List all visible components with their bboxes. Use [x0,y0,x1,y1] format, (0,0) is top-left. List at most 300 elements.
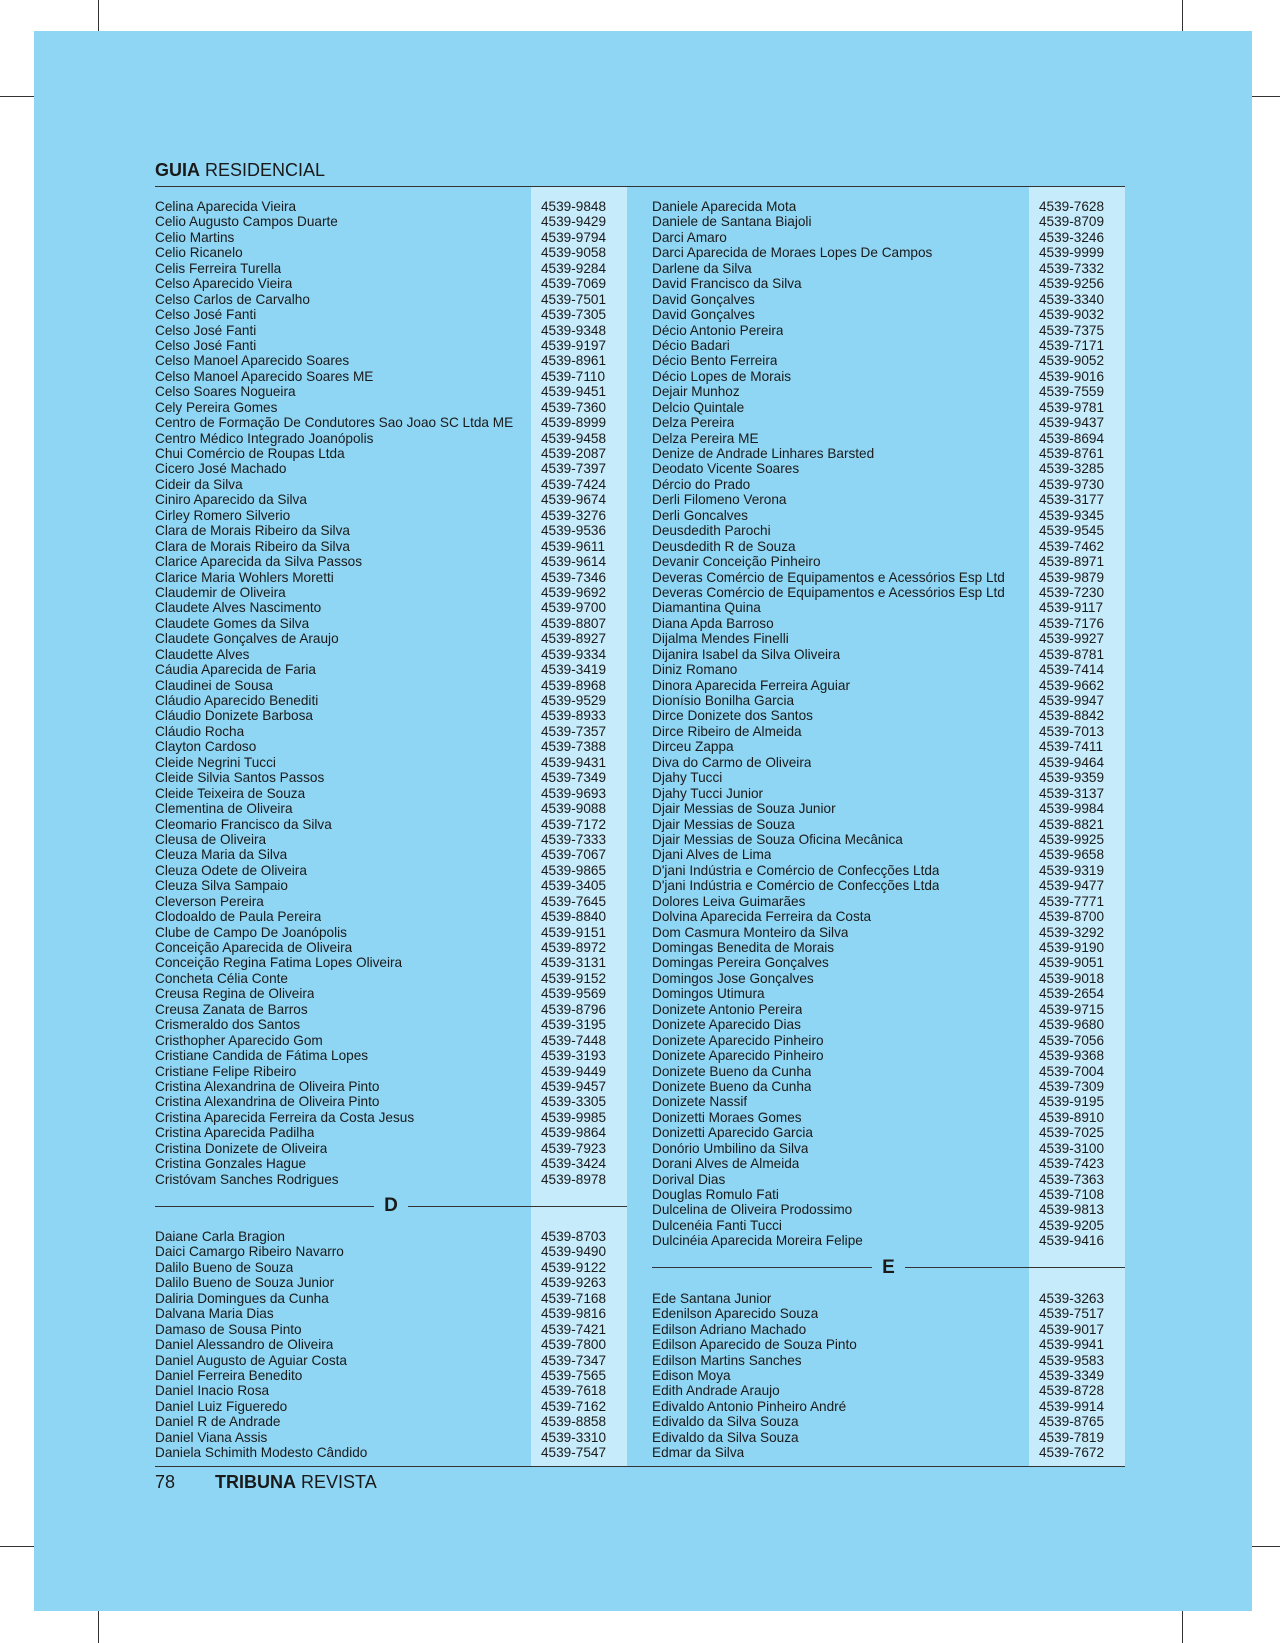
entry-name: Celso José Fanti [155,337,257,353]
list-item [155,708,627,723]
entry-name: Donizetti Moraes Gomes [652,1109,802,1125]
entry-phone: 4539-8840 [541,909,607,925]
list-item [652,1110,1125,1125]
list-item [652,1353,1125,1368]
entry-name: Celso José Fanti [155,322,257,338]
entry-phone: 4539-3137 [1039,785,1105,801]
list-item [652,1337,1125,1352]
entry-name: Donizete Antonio Pereira [652,1001,803,1017]
entry-name: Cristóvam Sanches Rodrigues [155,1171,339,1187]
entry-name: Donizete Nassif [652,1094,748,1110]
entry-phone: 4539-9692 [541,584,607,600]
entry-phone: 4539-7349 [541,770,607,786]
list-item [155,1017,627,1032]
entry-phone: 4539-9032 [1039,307,1105,323]
entry-phone: 4539-7162 [541,1398,607,1414]
list-item [155,199,627,214]
header-title-bold: GUIA [155,160,200,180]
entry-name: Conceição Aparecida de Oliveira [155,940,353,955]
entry-phone: 4539-9545 [1039,523,1105,539]
entry-phone: 4539-7013 [1039,723,1105,739]
entry-phone: 4539-9429 [541,214,607,230]
entry-name: Deusdedith R de Souza [652,538,796,554]
list-item [652,1033,1125,1048]
entry-name: Claudete Gomes da Silva [155,615,310,631]
list-item [652,1156,1125,1171]
list-item [652,755,1125,770]
list-item [652,245,1125,260]
list-item [652,955,1125,970]
list-item [155,307,627,322]
entry-phone: 4539-9569 [541,986,607,1002]
entry-phone: 4539-8796 [541,1001,607,1017]
entry-phone: 4539-7110 [541,368,605,384]
entry-phone: 4539-9715 [1039,1001,1105,1017]
list-item [652,1079,1125,1094]
entry-phone: 4539-3131 [541,955,607,971]
list-item [652,863,1125,878]
list-item [652,276,1125,291]
entry-phone: 4539-9416 [1039,1233,1105,1249]
entry-name: Diamantina Quina [652,600,761,616]
entry-name: Donizete Bueno da Cunha [652,1078,812,1094]
entry-name: Dulcinéia Aparecida Moreira Felipe [652,1233,863,1249]
entry-phone: 4539-8933 [541,708,607,724]
entry-name: Cláudio Aparecido Benediti [155,693,319,708]
list-item [652,986,1125,1001]
list-item [155,832,627,847]
entry-name: Deveras Comércio de Equipamentos e Acessórios Esp Ltd [652,584,1005,600]
entry-name: Darlene da Silva [652,260,752,276]
list-item [155,230,627,245]
list-item [652,847,1125,862]
entry-name: Domingos Utimura [652,986,765,1002]
entry-phone: 4539-7421 [541,1321,607,1337]
list-item [652,817,1125,832]
header-title-rest: RESIDENCIAL [205,160,326,180]
entry-phone: 4539-9984 [1039,801,1105,817]
entry-phone: 4539-9051 [1039,955,1105,971]
list-item [155,1399,627,1414]
entry-name: Clarice Maria Wohlers Moretti [155,569,334,585]
list-item [155,801,627,816]
entry-phone: 4539-9693 [541,785,607,801]
entry-phone: 4539-9864 [541,1125,607,1141]
list-item [155,1337,627,1352]
entry-phone: 4539-7397 [541,461,607,477]
entry-name: Dijalma Mendes Finelli [652,631,789,647]
entry-name: Delcio Quintale [652,399,745,415]
entry-name: Centro Médico Integrado Joanópolis [155,430,374,446]
entry-phone: 4539-9674 [541,492,607,508]
entry-name: Cláudio Rocha [155,723,245,739]
list-item [155,894,627,909]
entry-name: Donizete Bueno da Cunha [652,1063,812,1079]
list-item [155,847,627,862]
list-item [155,739,627,754]
entry-phone: 4539-7347 [541,1352,607,1368]
entry-phone: 4539-9614 [541,554,607,570]
entry-name: Cleide Silvia Santos Passos [155,770,325,786]
entry-name: Donizete Aparecido Pinheiro [652,1032,824,1048]
list-item [155,755,627,770]
entry-phone: 4539-8807 [541,615,607,631]
entry-name: Domingos Jose Gonçalves [652,970,814,986]
list-item [155,431,627,446]
entry-phone: 4539-9457 [541,1078,607,1094]
page-header [155,158,1125,187]
entry-phone: 4539-7411 [1039,739,1103,755]
entry-name: Daniel Inacio Rosa [155,1383,270,1399]
entry-phone: 4539-9947 [1039,693,1105,708]
list-item [652,1233,1125,1248]
entry-name: Dejair Munhoz [652,384,740,400]
entry-name: Dalilo Bueno de Souza Junior [155,1275,335,1291]
entry-phone: 4539-9662 [1039,677,1105,693]
entry-name: Celso Soares Nogueira [155,384,296,400]
entry-phone: 4539-7168 [541,1290,607,1306]
entry-phone: 4539-8694 [1039,430,1105,446]
entry-name: Daniel Luiz Figueredo [155,1398,288,1414]
entry-phone: 4539-9368 [1039,1048,1105,1064]
crop-mark [98,0,99,32]
entry-name: Cirley Romero Silverio [155,507,291,523]
entry-phone: 4539-7067 [541,847,607,863]
entry-name: Djahy Tucci Junior [652,785,764,801]
entry-phone: 4539-9190 [1039,940,1105,955]
list-item [652,1306,1125,1321]
list-item [652,662,1125,677]
list-item [652,214,1125,229]
crop-mark [1250,1546,1280,1547]
entry-name: David Francisco da Silva [652,276,802,292]
entry-phone: 4539-9449 [541,1063,607,1079]
entry-phone: 4539-9256 [1039,276,1105,292]
list-item [652,1430,1125,1445]
entry-phone: 4539-7333 [541,831,607,847]
entry-name: Cristina Aparecida Ferreira da Costa Jesus [155,1109,415,1125]
entry-name: Cideir da Silva [155,476,243,492]
entry-name: Cicero José Machado [155,461,287,477]
entry-phone: 4539-7171 [1039,337,1105,353]
entry-name: Celso Manoel Aparecido Soares ME [155,368,374,384]
entry-name: Clementina de Oliveira [155,801,293,817]
entry-phone: 4539-9927 [1039,631,1105,647]
list-item [155,1002,627,1017]
entry-phone: 4539-7230 [1039,584,1105,600]
left-column [155,187,627,1467]
entry-name: Diva do Carmo de Oliveira [652,754,812,770]
entry-name: Celso José Fanti [155,307,257,323]
list-item [652,261,1125,276]
entry-name: Daliria Domingues da Cunha [155,1290,329,1306]
entry-phone: 4539-9017 [1039,1321,1105,1337]
entry-name: Damaso de Sousa Pinto [155,1321,302,1337]
entry-phone: 4539-2087 [541,446,607,461]
entry-phone: 4539-3100 [1039,1140,1105,1156]
entries-d [155,1229,627,1461]
entry-phone: 4539-8978 [541,1171,607,1187]
list-item [155,338,627,353]
entry-name: Cristiane Felipe Ribeiro [155,1063,297,1079]
list-item [155,678,627,693]
entry-phone: 4539-9879 [1039,569,1105,585]
entry-phone: 4539-9794 [541,229,607,245]
entry-phone: 4539-9816 [541,1306,607,1322]
entry-phone: 4539-7672 [1039,1445,1105,1461]
list-item [155,616,627,631]
directory-list [652,187,1125,1461]
list-item [155,925,627,940]
entry-name: Claudete Gonçalves de Araujo [155,631,339,647]
entry-name: Daiane Carla Bragion [155,1229,285,1244]
list-item [652,832,1125,847]
entry-name: Cleuza Maria da Silva [155,847,288,863]
list-item [652,1368,1125,1383]
list-item [652,801,1125,816]
entry-phone: 4539-3195 [541,1017,607,1033]
list-item [652,786,1125,801]
entry-name: Celio Martins [155,229,235,245]
entry-phone: 4539-9122 [541,1259,607,1275]
entry-phone: 4539-3193 [541,1048,607,1064]
list-item [155,1094,627,1109]
list-item [155,1172,627,1187]
list-item [652,1414,1125,1429]
list-item [652,1172,1125,1187]
footer-brand-rest: REVISTA [301,1472,377,1492]
entry-name: Claudette Alves [155,646,250,662]
entry-phone: 4539-7172 [541,816,607,832]
entry-name: David Gonçalves [652,291,755,307]
list-item [155,1368,627,1383]
entry-phone: 4539-7547 [541,1445,607,1461]
list-item [652,539,1125,554]
entry-phone: 4539-9431 [541,754,607,770]
entry-name: Cristina Donizete de Oliveira [155,1140,328,1156]
entry-name: Douglas Romulo Fati [652,1187,779,1202]
list-item [155,986,627,1001]
list-item [155,446,627,461]
list-item [652,1218,1125,1233]
entry-phone: 4539-9088 [541,801,607,817]
list-item [652,492,1125,507]
entry-phone: 4539-7025 [1039,1125,1105,1141]
entry-name: Dulcelina de Oliveira Prodossimo [652,1202,853,1218]
entry-phone: 4539-7069 [541,276,607,292]
list-item [652,878,1125,893]
entry-phone: 4539-3285 [1039,461,1105,477]
entry-name: Ciniro Aparecido da Silva [155,492,307,508]
entry-name: Creusa Zanata de Barros [155,1001,308,1017]
entry-name: Clarice Aparecida da Silva Passos [155,554,363,570]
list-item [155,508,627,523]
list-item [155,1383,627,1398]
entry-phone: 4539-3340 [1039,291,1105,307]
entry-phone: 4539-9451 [541,384,607,400]
list-item [155,1260,627,1275]
entry-name: Djair Messias de Souza Oficina Mecânica [652,831,903,847]
entry-name: Edilson Adriano Machado [652,1321,807,1337]
list-item [155,461,627,476]
entry-phone: 4539-7305 [541,307,607,323]
list-item [652,1322,1125,1337]
entry-phone: 4539-8971 [1039,554,1105,570]
list-item [652,1187,1125,1202]
entry-phone: 4539-9348 [541,322,607,338]
list-item [155,323,627,338]
entry-phone: 4539-9018 [1039,970,1105,986]
entry-phone: 4539-9437 [1039,415,1105,431]
list-item [155,647,627,662]
list-item [155,662,627,677]
entry-phone: 4539-9680 [1039,1017,1105,1033]
list-item [155,1064,627,1079]
entry-phone: 4539-8728 [1039,1383,1105,1399]
entry-name: Daniele Aparecida Mota [652,199,797,214]
entry-name: Celso Aparecido Vieira [155,276,293,292]
list-item [155,1430,627,1445]
entries-e [652,1291,1125,1461]
list-item [155,1229,627,1244]
entry-phone: 4539-9914 [1039,1398,1105,1414]
entry-phone: 4539-7448 [541,1032,607,1048]
entry-name: Darci Aparecida de Moraes Lopes De Campos [652,245,933,261]
entry-phone: 4539-3177 [1039,492,1105,508]
list-item [652,446,1125,461]
entry-phone: 4539-7363 [1039,1171,1105,1187]
entry-phone: 4539-3305 [541,1094,607,1110]
entry-phone: 4539-9999 [1039,245,1105,261]
entry-name: Clayton Cardoso [155,739,257,755]
entry-name: Donizete Aparecido Pinheiro [652,1048,824,1064]
entry-phone: 4539-7056 [1039,1032,1105,1048]
entry-name: Cristhopher Aparecido Gom [155,1032,323,1048]
list-item [155,570,627,585]
entry-name: Clara de Morais Ribeiro da Silva [155,523,350,539]
entry-phone: 4539-3419 [541,662,607,678]
list-item [155,1079,627,1094]
list-item [652,1017,1125,1032]
list-item [155,523,627,538]
list-item [155,1322,627,1337]
list-item [652,600,1125,615]
entry-phone: 4539-3424 [541,1156,607,1172]
entry-phone: 4539-7800 [541,1337,607,1353]
entry-phone: 4539-7517 [1039,1306,1105,1322]
list-item [652,739,1125,754]
entry-phone: 4539-2654 [1039,986,1105,1002]
divider-line [652,1267,872,1268]
entry-name: Clube de Campo De Joanópolis [155,924,347,940]
entry-phone: 4539-7414 [1039,662,1105,678]
entry-name: Claudinei de Sousa [155,677,273,693]
list-item [652,940,1125,955]
entry-name: Dalvana Maria Dias [155,1306,274,1322]
entry-name: Daniel Viana Assis [155,1429,268,1445]
entry-phone: 4539-8781 [1039,646,1105,662]
entry-name: Edmar da Silva [652,1445,745,1461]
list-item [652,894,1125,909]
section-letter: D [384,1195,398,1216]
entry-name: Deodato Vicente Soares [652,461,800,477]
entry-phone: 4539-3405 [541,878,607,894]
list-item [652,400,1125,415]
entry-name: Cleomario Francisco da Silva [155,816,332,832]
entry-phone: 4539-7423 [1039,1156,1105,1172]
list-item [652,1048,1125,1063]
list-item [652,199,1125,214]
entry-name: Ede Santana Junior [652,1290,772,1306]
entry-name: Clara de Morais Ribeiro da Silva [155,538,350,554]
entry-name: Cely Pereira Gomes [155,399,278,415]
entry-name: Claudemir de Oliveira [155,584,286,600]
list-item [155,261,627,276]
entry-name: Derli Goncalves [652,507,748,523]
entry-phone: 4539-7501 [541,291,607,307]
entry-phone: 4539-9611 [541,538,605,554]
list-item [155,724,627,739]
entry-name: Cleuza Odete de Oliveira [155,862,307,878]
entry-name: Dirce Ribeiro de Almeida [652,723,802,739]
entry-phone: 4539-8910 [1039,1109,1105,1125]
list-item [652,230,1125,245]
list-item [155,245,627,260]
crop-mark [1250,96,1280,97]
entry-name: Creusa Regina de Oliveira [155,986,315,1002]
entry-name: Dalilo Bueno de Souza [155,1259,294,1275]
crop-mark [1182,1611,1183,1643]
list-item [155,1306,627,1321]
list-item [155,1141,627,1156]
entry-name: Deveras Comércio de Equipamentos e Acessórios Esp Ltd [652,569,1005,585]
entry-name: Edivaldo da Silva Souza [652,1414,799,1430]
entry-name: Djair Messias de Souza Junior [652,801,836,817]
entry-name: Dércio do Prado [652,476,751,492]
entry-name: Edilson Aparecido de Souza Pinto [652,1337,857,1353]
entry-name: Daniela Schimith Modesto Cândido [155,1445,368,1461]
entry-phone: 4539-3263 [1039,1290,1105,1306]
entry-name: Cleide Negrini Tucci [155,754,276,770]
entry-phone: 4539-8858 [541,1414,607,1430]
entry-name: Concheta Célia Conte [155,970,288,986]
list-item [155,971,627,986]
entry-name: Dinora Aparecida Ferreira Aguiar [652,677,850,693]
entry-phone: 4539-8703 [541,1229,607,1244]
list-item [652,925,1125,940]
list-item [155,770,627,785]
entry-phone: 4539-8999 [541,415,607,431]
entry-phone: 4539-7176 [1039,615,1105,631]
list-item [155,1291,627,1306]
entry-phone: 4539-9925 [1039,831,1105,847]
entry-phone: 4539-9848 [541,199,607,214]
entry-phone: 4539-9359 [1039,770,1105,786]
list-item [652,369,1125,384]
entry-name: David Gonçalves [652,307,755,323]
entry-name: Delza Pereira ME [652,430,759,446]
entry-name: Delza Pereira [652,415,735,431]
list-item [652,570,1125,585]
entry-name: Centro de Formação De Condutores Sao Joao SC Ltda ME [155,415,514,431]
entry-phone: 4539-7771 [1039,893,1105,909]
entry-name: Cleusa de Oliveira [155,831,267,847]
entry-phone: 4539-9334 [541,646,607,662]
list-item [155,1414,627,1429]
entry-name: Daniel Alessandro de Oliveira [155,1337,334,1353]
entry-name: Denize de Andrade Linhares Barsted [652,446,875,461]
entry-phone: 4539-9458 [541,430,607,446]
